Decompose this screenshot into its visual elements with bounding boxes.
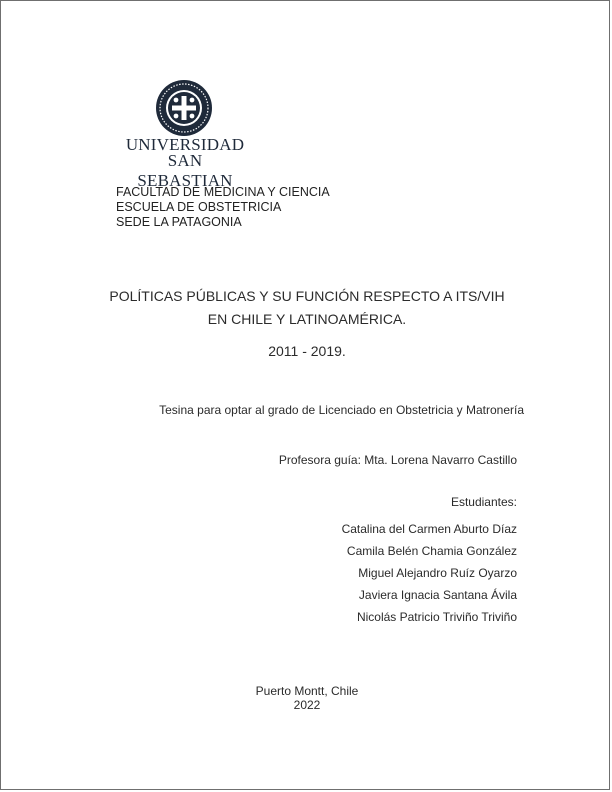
campus-name: SEDE LA PATAGONIA	[116, 215, 242, 229]
student-name: Catalina del Carmen Aburto Díaz	[341, 522, 517, 536]
thesis-title	[1, 285, 612, 331]
thesis-title-line1: POLÍTICAS PÚBLICAS Y SU FUNCIÓN RESPECTO A ITS/VIH	[109, 288, 505, 304]
students-label: Estudiantes:	[450, 495, 517, 509]
university-logo	[125, 77, 245, 190]
student-name: Miguel Alejandro Ruíz Oyarzo	[358, 566, 517, 580]
thesis-years: 2011 - 2019.	[268, 343, 346, 359]
degree-statement: Tesina para optar al grado de Licenciado en Obstetricia y Matronería	[159, 403, 524, 417]
students-block	[342, 495, 517, 628]
school-name: ESCUELA DE OBSTETRICIA	[116, 200, 282, 214]
advisor-line: Profesora guía: Mta. Lorena Navarro Castillo	[278, 453, 517, 467]
student-name: Javiera Ignacia Santana Ávila	[358, 588, 517, 602]
faculty-block	[116, 185, 330, 230]
university-seal-icon	[155, 79, 213, 137]
university-name-line2: SAN SEBASTIAN	[137, 151, 233, 190]
student-name: Nicolás Patricio Triviño Triviño	[356, 610, 517, 624]
student-name: Camila Belén Chamia González	[346, 544, 517, 558]
faculty-name: FACULTAD DE MEDICINA Y CIENCIA	[116, 185, 330, 199]
thesis-title-line2: EN CHILE Y LATINOAMÉRICA.	[207, 311, 407, 327]
place-city: Puerto Montt, Chile	[255, 684, 359, 698]
place-year: 2022	[293, 698, 321, 712]
place-and-date	[1, 684, 612, 712]
university-name-line1: UNIVERSIDAD	[125, 135, 245, 154]
